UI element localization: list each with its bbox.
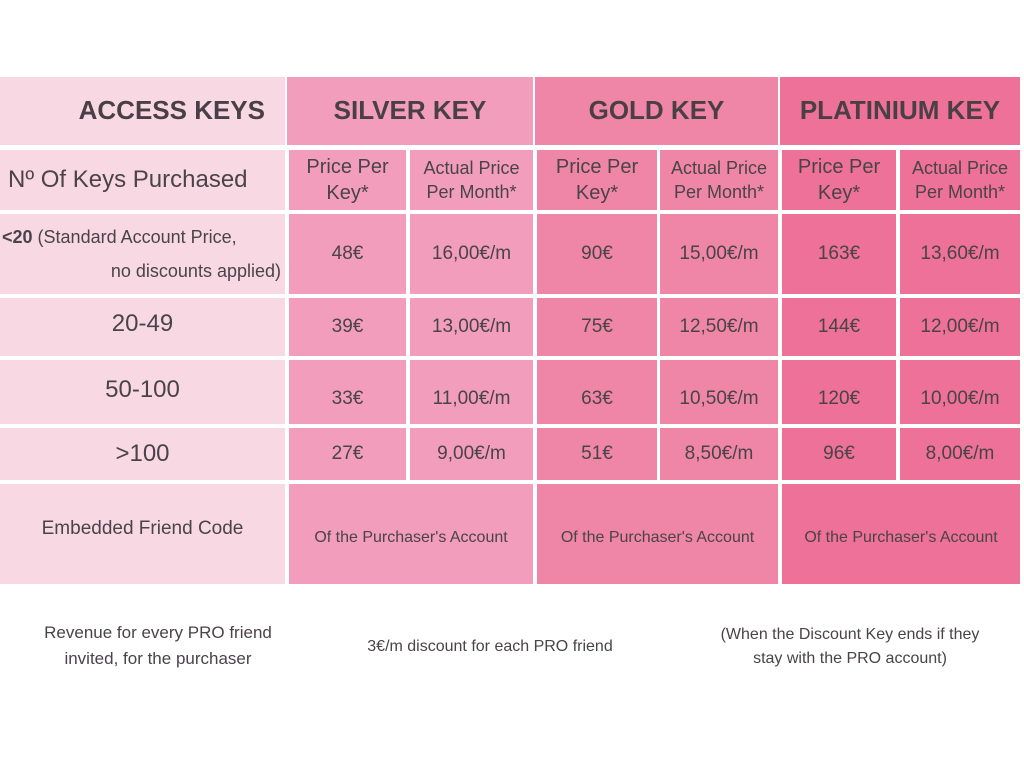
month-value: 16,00€/m [431,243,512,265]
gold-month-cell [660,360,778,424]
month-value: 13,60€/m [920,243,1000,265]
row-label-rest: (Standard Account Price, [32,226,237,247]
month-value: 11,00€/m [432,388,511,410]
gold-actual-price-header [660,150,778,210]
friend-code-value: Of the Purchaser's Account [314,529,508,547]
row-label: 20-49 [111,310,174,337]
gold-key-title: GOLD KEY [588,95,725,126]
price-value: 120€ [817,388,861,410]
silver-price-cell [289,360,406,424]
friend-code-value: Of the Purchaser's Account [804,529,998,547]
price-per-key-line1: Price Per [555,156,639,178]
row-label-line2: no discounts applied) [110,261,281,281]
gold-month-cell [660,428,778,480]
price-per-key-line1: Price Per [797,156,881,178]
plat-price-cell [782,360,896,424]
keys-purchased-label: Nº Of Keys Purchased [8,165,248,193]
footer-revenue-note [10,620,306,671]
gold-price-cell [537,298,657,356]
silver-month-cell [410,428,533,480]
row-label-50-100 [0,360,285,424]
silver-price-per-key-header [289,150,406,210]
footer-right-line2: stay with the PRO account) [753,650,947,667]
actual-price-line1: Actual Price [911,157,1009,178]
silver-month-cell [410,360,533,424]
platinium-key-header [780,77,1020,145]
access-keys-title: ACCESS KEYS [78,95,265,126]
actual-price-line2: Per Month* [914,182,1006,202]
price-per-key-line2: Key* [326,182,369,204]
price-per-key-line2: Key* [817,182,861,204]
price-value: 144€ [817,316,861,338]
silver-month-cell [410,298,533,356]
silver-month-cell [410,214,533,294]
month-value: 13,00€/m [431,316,512,338]
silver-price-cell [289,214,406,294]
price-value: 48€ [331,243,364,265]
price-value: 27€ [331,443,364,465]
silver-price-cell [289,298,406,356]
friend-code-value: Of the Purchaser's Account [560,529,755,547]
gold-friend-code-cell [537,484,778,584]
row-label-under-20 [0,214,285,294]
month-value: 12,00€/m [920,316,1000,338]
price-value: 163€ [817,243,861,265]
price-value: 96€ [823,443,855,465]
row-label-over-100 [0,428,285,480]
plat-price-cell [782,214,896,294]
silver-friend-code-cell [289,484,533,584]
plat-month-cell [900,298,1020,356]
price-per-key-line1: Price Per [306,156,389,178]
silver-price-cell [289,428,406,480]
price-value: 90€ [581,243,613,265]
plat-price-cell [782,298,896,356]
month-value: 8,50€/m [684,443,754,465]
platinium-key-title: PLATINIUM KEY [799,95,1001,126]
plat-price-per-key-header [782,150,896,210]
silver-key-header [287,77,533,145]
gold-month-cell [660,298,778,356]
gold-price-cell [537,428,657,480]
footer-middle: 3€/m discount for each PRO friend [367,638,613,655]
row-label-20-49 [0,298,285,356]
plat-price-cell [782,428,896,480]
month-value: 10,50€/m [679,388,759,410]
footer-left-line2: invited, for the purchaser [64,648,252,668]
plat-month-cell [900,428,1020,480]
footer-left-line1: Revenue for every PRO friend [44,623,272,642]
silver-key-title: SILVER KEY [333,95,487,126]
price-value: 39€ [331,316,364,338]
plat-month-cell [900,360,1020,424]
gold-price-cell [537,360,657,424]
month-value: 10,00€/m [920,388,1000,410]
plat-friend-code-cell [782,484,1020,584]
gold-month-cell [660,214,778,294]
row-label: >100 [115,440,170,467]
access-keys-header [0,77,285,145]
actual-price-line1: Actual Price [670,157,768,178]
plat-month-cell [900,214,1020,294]
keys-purchased-header [0,150,285,210]
price-per-key-line2: Key* [575,182,619,204]
row-label-bold: <20 [2,226,33,247]
actual-price-line2: Per Month* [426,182,517,202]
price-value: 63€ [581,388,613,410]
gold-key-header [535,77,778,145]
footer-discount-note [335,635,645,659]
month-value: 12,50€/m [679,316,759,338]
friend-code-row-label [0,484,285,584]
actual-price-line2: Per Month* [673,182,765,202]
gold-price-cell [537,214,657,294]
actual-price-line1: Actual Price [423,157,520,178]
plat-actual-price-header [900,150,1020,210]
footer-right-line1: (When the Discount Key ends if they [720,626,980,643]
silver-actual-price-header [410,150,533,210]
gold-price-per-key-header [537,150,657,210]
month-value: 9,00€/m [437,443,506,465]
price-value: 75€ [581,316,613,338]
price-value: 51€ [581,443,613,465]
friend-code-label: Embedded Friend Code [41,518,244,539]
month-value: 15,00€/m [679,243,759,265]
price-value: 33€ [331,388,364,410]
month-value: 8,00€/m [925,443,995,465]
footer-discount-key-note [690,623,1010,671]
row-label: 50-100 [105,376,180,403]
